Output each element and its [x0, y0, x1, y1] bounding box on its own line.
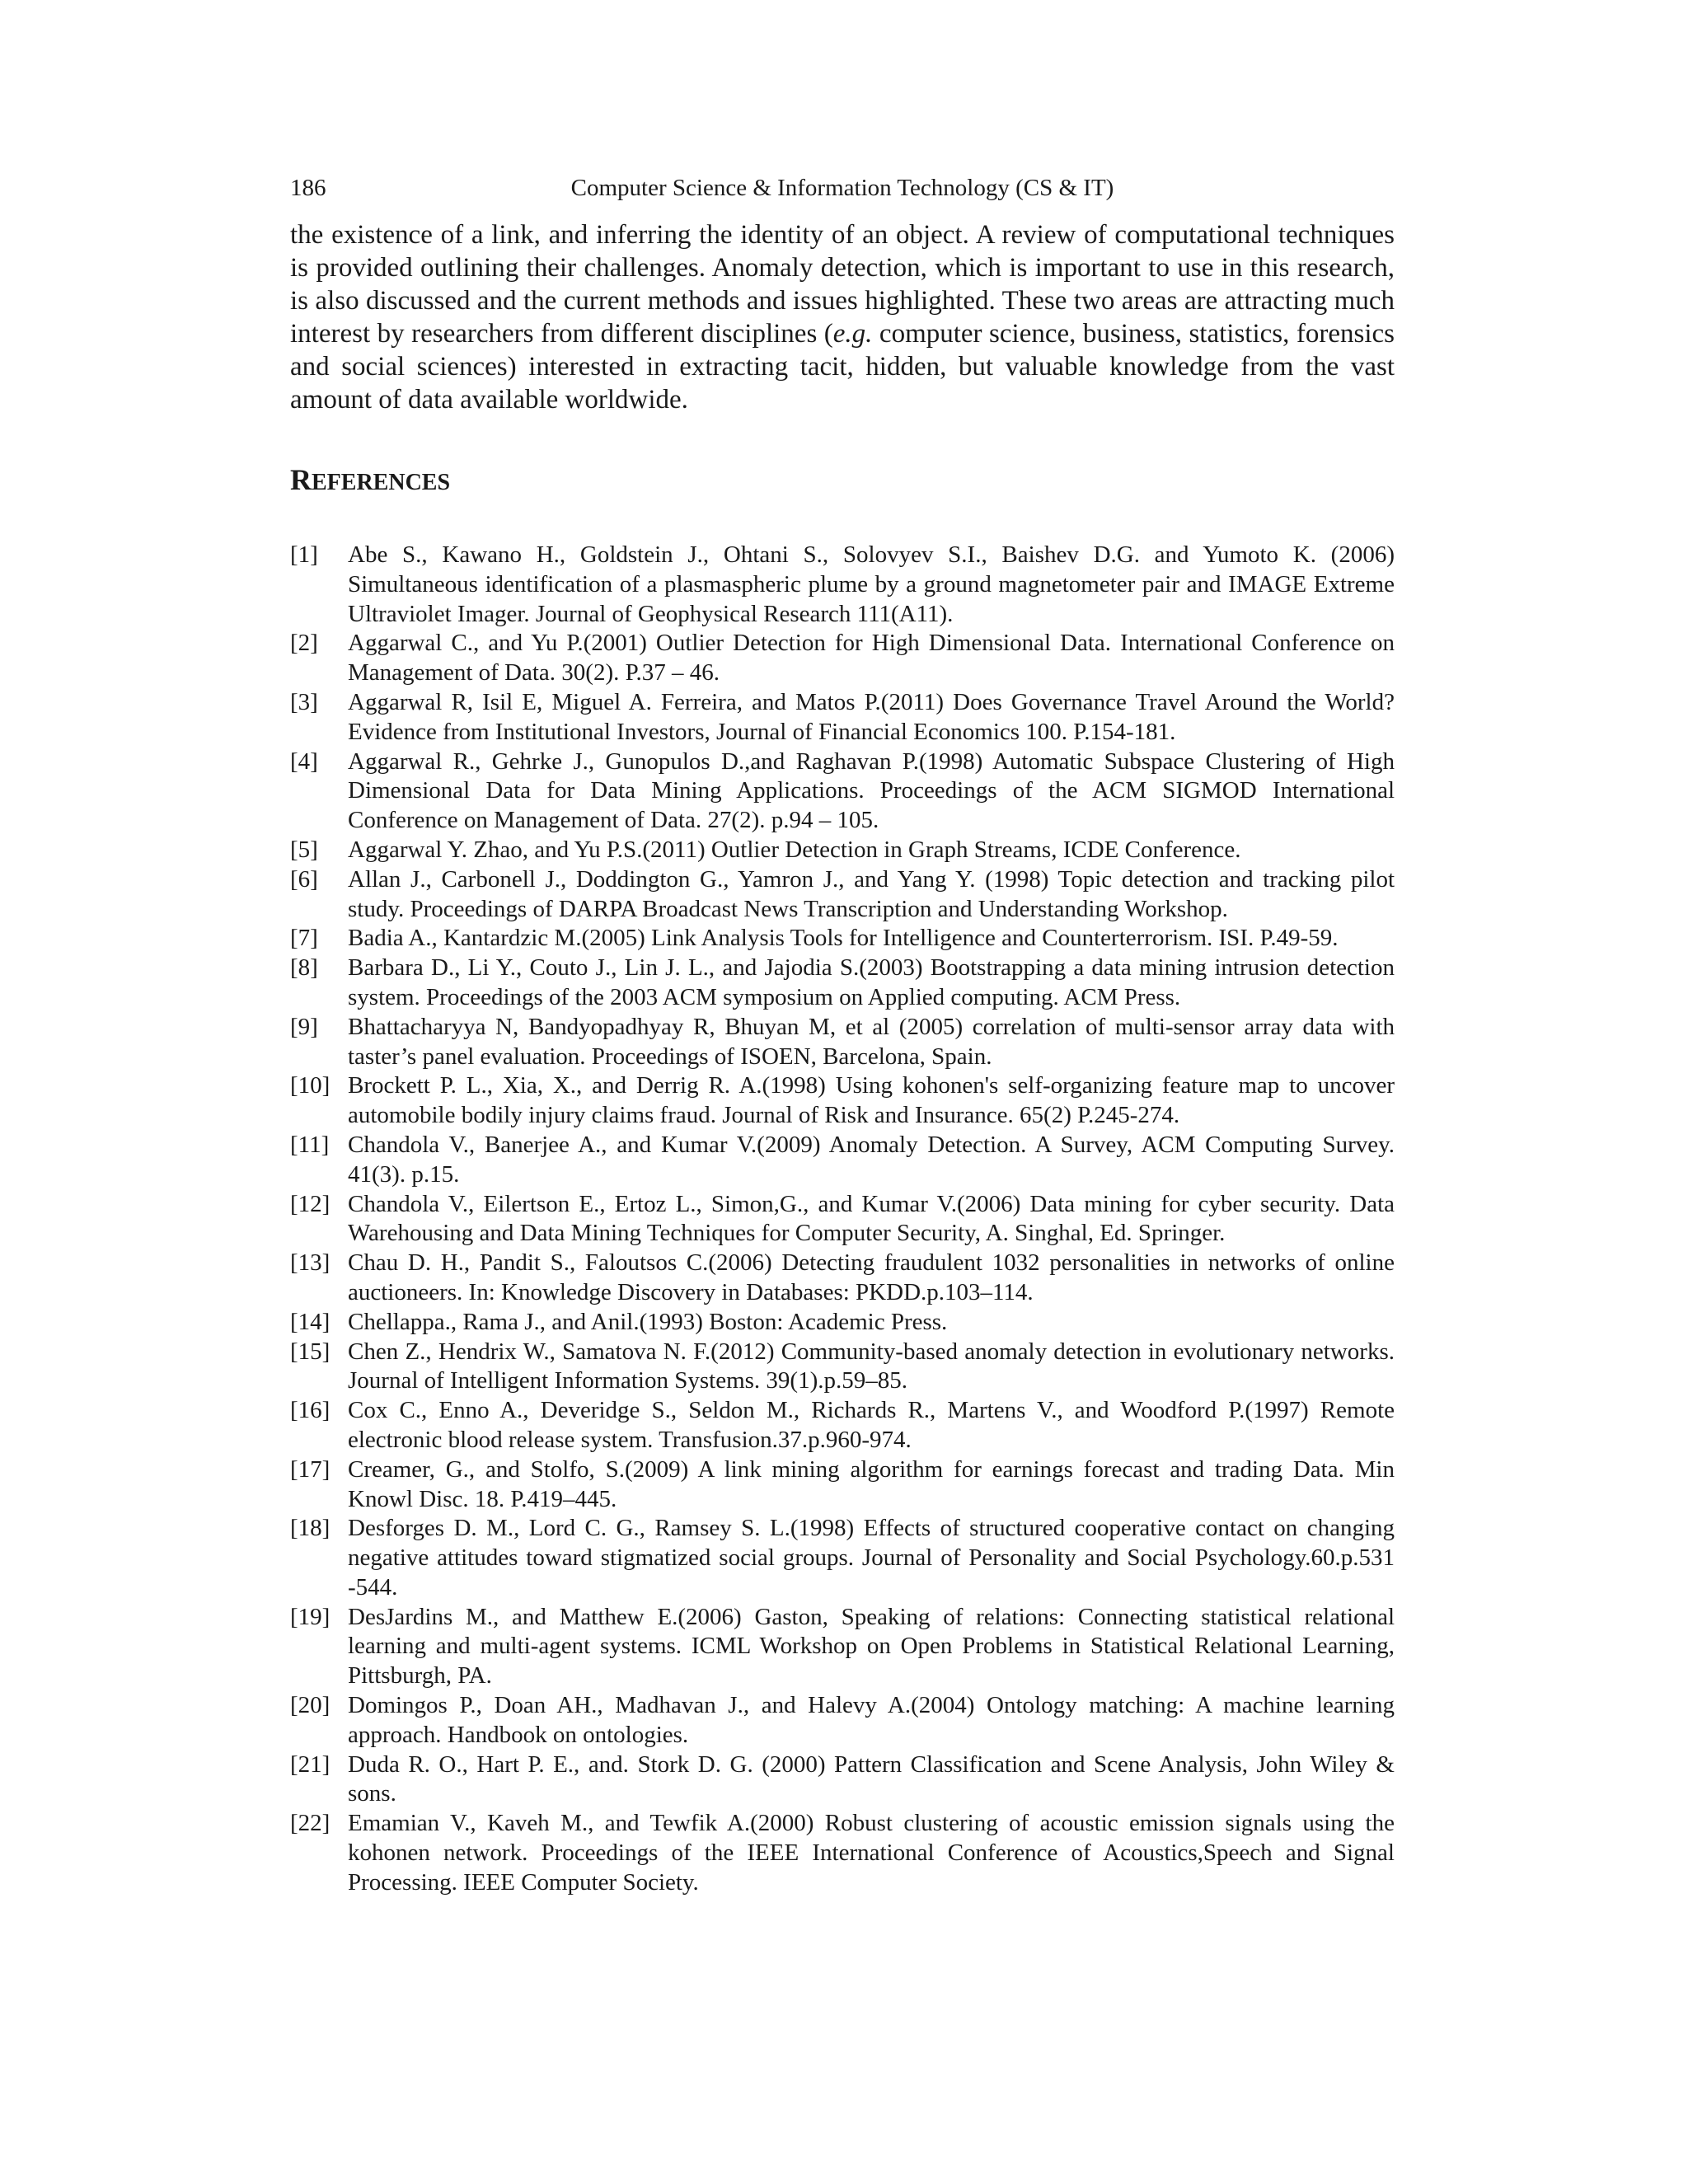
reference-text: Chau D. H., Pandit S., Faloutsos C.(2006) Detecting fraudulent 1032 personalities in networks of online auctioneers. In: Knowledge Discovery in Databases: PKDD.p.103–114. [348, 1249, 1395, 1305]
reference-item [290, 688, 1395, 748]
reference-item [290, 954, 1395, 1013]
paragraph-text-start: the existence of a link, and inferring the identity of an object. A review of computational techniques is provided outlining their challenges. Anomaly detection, which is important to use in this research, is also discussed and the current methods and issues highlighted. These two areas are attracting much interest by researchers from different disciplines ( [290, 220, 1395, 349]
reference-item [290, 1514, 1395, 1602]
page-header [290, 171, 1395, 204]
reference-item [290, 865, 1395, 925]
page-number: 186 [290, 175, 326, 201]
reference-text: Aggarwal R., Gehrke J., Gunopulos D.,and Raghavan P.(1998) Automatic Subspace Clustering of High Dimensional Data for Data Mining Applications. Proceedings of the ACM SIGMOD International Conference on Management of Data. 27(2). p.94 – 105. [348, 748, 1395, 834]
reference-text: Desforges D. M., Lord C. G., Ramsey S. L.(1998) Effects of structured cooperative contact on changing negative attitudes toward stigmatized social groups. Journal of Personality and Social Psychology.60.p.531 -544. [348, 1515, 1395, 1601]
reference-number: [19] [290, 1603, 331, 1630]
reference-text: Aggarwal C., and Yu P.(2001) Outlier Detection for High Dimensional Data. International Conference on Management of Data. 30(2). P.37 – 46. [348, 630, 1395, 687]
reference-number: [9] [290, 1013, 318, 1040]
reference-number: [20] [290, 1692, 331, 1719]
reference-item [290, 1190, 1395, 1249]
reference-list [290, 541, 1395, 1898]
reference-number: [8] [290, 954, 318, 982]
running-title: Computer Science & Information Technology (CS & IT) [570, 175, 1114, 201]
reference-item [290, 1131, 1395, 1190]
reference-number: [21] [290, 1750, 331, 1778]
reference-text: Brockett P. L., Xia, X., and Derrig R. A.(1998) Using kohonen's self-organizing feature map to uncover automobile bodily injury claims fraud. Journal of Risk and Insurance. 65(2) P.245-274. [348, 1072, 1395, 1129]
reference-number: [7] [290, 925, 318, 952]
reference-text: Emamian V., Kaveh M., and Tewfik A.(2000) Robust clustering of acoustic emission signals using the kohonen network. Proceedings of the IEEE International Conference of Acoustics,Speech and Signal Processing. IEEE Computer Society. [348, 1810, 1395, 1896]
reference-text: Chellappa., Rama J., and Anil.(1993) Boston: Academic Press. [348, 1308, 948, 1335]
reference-number: [22] [290, 1810, 331, 1837]
reference-item [290, 836, 1395, 865]
reference-text: Creamer, G., and Stolfo, S.(2009) A link mining algorithm for earnings forecast and trading Data. Min Knowl Disc. 18. P.419–445. [348, 1455, 1395, 1512]
reference-number: [14] [290, 1308, 331, 1335]
reference-text: Duda R. O., Hart P. E., and. Stork D. G. (2000) Pattern Classification and Scene Analysis, John Wiley & sons. [348, 1750, 1395, 1807]
reference-item [290, 1249, 1395, 1308]
reference-number: [12] [290, 1190, 331, 1217]
reference-item [290, 1338, 1395, 1397]
reference-number: [11] [290, 1131, 330, 1158]
reference-item [290, 748, 1395, 836]
reference-text: Domingos P., Doan AH., Madhavan J., and Halevy A.(2004) Ontology matching: A machine learning approach. Handbook on ontologies. [348, 1692, 1395, 1748]
references-heading-rest: EFERENCES [312, 470, 451, 495]
references-heading-initial: R [290, 463, 312, 496]
reference-item [290, 541, 1395, 629]
reference-item [290, 1071, 1395, 1131]
reference-text: DesJardins M., and Matthew E.(2006) Gaston, Speaking of relations: Connecting statistical relational learning and multi-agent systems. ICML Workshop on Open Problems in Statistical Relational Learning, Pittsburgh, PA. [348, 1603, 1395, 1690]
body-paragraph [290, 218, 1395, 416]
reference-text: Cox C., Enno A., Deveridge S., Seldon M., Richards R., Martens V., and Woodford P.(1997) Remote electronic blood release system. Transfusion.37.p.960-974. [348, 1397, 1395, 1453]
reference-item [290, 1809, 1395, 1897]
eg-abbreviation: e.g. [832, 319, 873, 349]
paragraph-text-end: computer science, business, statistics, forensics and social sciences) interested in extracting tacit, hidden, but valuable knowledge from the vast amount of data available worldwide. [290, 319, 1395, 415]
reference-item [290, 629, 1395, 688]
reference-item [290, 1308, 1395, 1338]
reference-number: [16] [290, 1397, 331, 1424]
reference-text: Aggarwal Y. Zhao, and Yu P.S.(2011) Outlier Detection in Graph Streams, ICDE Conference. [348, 836, 1241, 863]
references-heading [290, 462, 450, 501]
reference-item [290, 1750, 1395, 1810]
reference-number: [4] [290, 748, 318, 775]
reference-number: [2] [290, 630, 318, 657]
reference-item [290, 924, 1395, 954]
reference-number: [5] [290, 836, 318, 863]
reference-number: [3] [290, 688, 318, 715]
reference-text: Allan J., Carbonell J., Doddington G., Yamron J., and Yang Y. (1998) Topic detection and tracking pilot study. Proceedings of DARPA Broadcast News Transcription and Understanding Workshop. [348, 865, 1395, 922]
reference-number: [18] [290, 1515, 331, 1542]
reference-item [290, 1603, 1395, 1691]
reference-text: Chandola V., Banerjee A., and Kumar V.(2009) Anomaly Detection. A Survey, ACM Computing Survey. 41(3). p.15. [348, 1131, 1395, 1188]
reference-text: Aggarwal R, Isil E, Miguel A. Ferreira, and Matos P.(2011) Does Governance Travel Around the World? Evidence from Institutional Investors, Journal of Financial Economics 100. P.154-181. [348, 688, 1395, 745]
reference-number: [10] [290, 1072, 331, 1099]
reference-number: [1] [290, 541, 318, 568]
reference-text: Abe S., Kawano H., Goldstein J., Ohtani S., Solovyev S.I., Baishev D.G. and Yumoto K. (2006) Simultaneous identification of a plasmaspheric plume by a ground magnetometer pair and IMAGE Extreme Ultraviolet Imager. Journal of Geophysical Research 111(A11). [348, 541, 1395, 627]
reference-item [290, 1455, 1395, 1515]
reference-item [290, 1691, 1395, 1750]
reference-item [290, 1013, 1395, 1072]
reference-text: Chandola V., Eilertson E., Ertoz L., Simon,G., and Kumar V.(2006) Data mining for cyber security. Data Warehousing and Data Mining Techniques for Computer Security, A. Singhal, Ed. Springer. [348, 1190, 1395, 1247]
reference-text: Bhattacharyya N, Bandyopadhyay R, Bhuyan M, et al (2005) correlation of multi-sensor array data with taster’s panel evaluation. Proceedings of ISOEN, Barcelona, Spain. [348, 1013, 1395, 1070]
reference-text: Badia A., Kantardzic M.(2005) Link Analysis Tools for Intelligence and Counterterrorism. ISI. P.49-59. [348, 925, 1339, 952]
reference-text: Chen Z., Hendrix W., Samatova N. F.(2012) Community-based anomaly detection in evolutionary networks. Journal of Intelligent Information Systems. 39(1).p.59–85. [348, 1338, 1395, 1394]
reference-item [290, 1396, 1395, 1455]
reference-number: [17] [290, 1455, 331, 1483]
reference-number: [13] [290, 1249, 331, 1277]
reference-text: Barbara D., Li Y., Couto J., Lin J. L., and Jajodia S.(2003) Bootstrapping a data mining intrusion detection system. Proceedings of the 2003 ACM symposium on Applied computing. ACM Press. [348, 954, 1395, 1010]
reference-number: [15] [290, 1338, 331, 1365]
reference-number: [6] [290, 865, 318, 893]
